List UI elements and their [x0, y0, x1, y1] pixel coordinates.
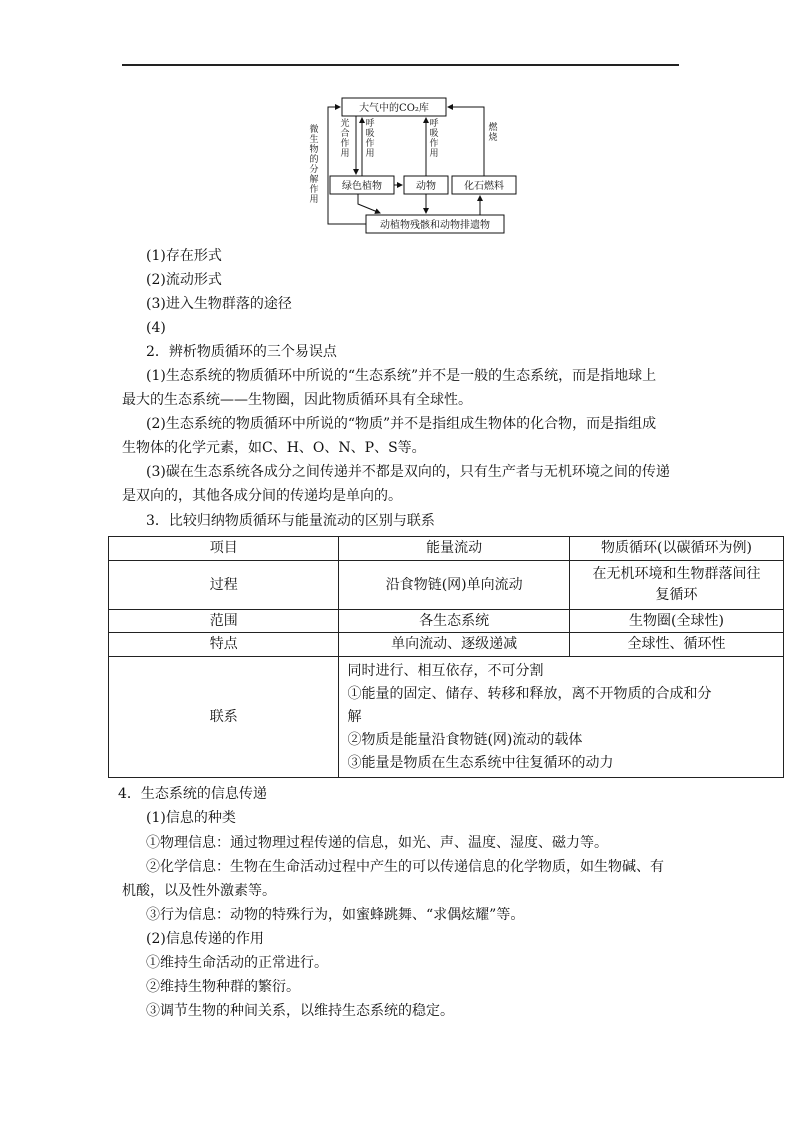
- cell-line: ②物质是能量沿食物链(网)流动的载体: [347, 731, 583, 748]
- label-respiration-plant: 呼吸作用: [365, 119, 375, 159]
- paragraph: 最大的生态系统——生物圈，因此物质循环具有全球性。: [122, 392, 472, 408]
- table-cell: 联系: [109, 657, 339, 778]
- label-atmosphere: 大气中的CO₂库: [359, 103, 429, 114]
- cell-line: 复循环: [655, 587, 698, 603]
- table-cell: 沿食物链(网)单向流动: [339, 561, 569, 610]
- sub-heading: (2)信息传递的作用: [146, 931, 264, 947]
- paragraph: 机酸，以及性外激素等。: [122, 883, 276, 899]
- sub-heading: (1)信息的种类: [146, 810, 236, 826]
- label-plants: 绿色植物: [342, 181, 382, 192]
- comparison-table: [108, 536, 784, 778]
- paragraph: (3)碳在生态系统各成分之间传递并不都是双向的，只有生产者与无机环境之间的传递: [146, 464, 670, 480]
- cell-line: ③能量是物质在生态系统中往复循环的动力: [347, 754, 614, 771]
- paragraph: ③行为信息：动物的特殊行为，如蜜蜂跳舞、“求偶炫耀”等。: [146, 907, 525, 923]
- table-cell: [569, 561, 783, 610]
- label-photosynthesis: 光合作用: [340, 119, 350, 159]
- table-cell: 全球性、循环性: [569, 633, 783, 657]
- table-cell: 单向流动、逐级递减: [339, 633, 569, 657]
- arrow-burn: [448, 107, 484, 176]
- label-remains: 动植物残骸和动物排遗物: [380, 220, 490, 231]
- label-decompose: 微生物的分解作用: [309, 125, 319, 205]
- cell-line: ①能量的固定、储存、转移和释放，离不开物质的合成和分: [347, 685, 712, 702]
- table-cell: 各生态系统: [339, 610, 569, 633]
- paragraph: ①物理信息：通过物理过程传递的信息，如光、声、温度、湿度、磁力等。: [146, 835, 608, 851]
- table-row: [109, 657, 784, 778]
- paragraph: (1)生态系统的物质循环中所说的“生态系统”并不是一般的生态系统，而是指地球上: [146, 368, 657, 384]
- header-rule: [122, 64, 679, 66]
- table-row: [109, 633, 784, 657]
- paragraph: ②化学信息：生物在生命活动过程中产生的可以传递信息的化学物质，如生物碱、有: [146, 859, 664, 875]
- table-row: [109, 610, 784, 633]
- list-item: (2)流动形式: [146, 272, 222, 288]
- table-cell: 生物圈(全球性): [569, 610, 783, 633]
- paragraph: 是双向的，其他各成分间的传递均是单向的。: [122, 488, 402, 504]
- carbon-cycle-diagram: [290, 92, 520, 237]
- paragraph: ①维持生命活动的正常进行。: [146, 955, 328, 971]
- label-fossil: 化石燃料: [464, 181, 504, 192]
- table-cell: 特点: [109, 633, 339, 657]
- paragraph: 生物体的化学元素，如C、H、O、N、P、S等。: [122, 440, 426, 456]
- section-heading: 2．辨析物质循环的三个易误点: [146, 344, 337, 360]
- label-animals: 动物: [416, 181, 436, 192]
- cell-line: 解: [347, 708, 362, 725]
- list-item: (3)进入生物群落的途径: [146, 296, 292, 312]
- cell-line: 同时进行、相互依存，不可分割: [347, 662, 544, 679]
- table-header-row: [109, 537, 784, 561]
- section-heading: 3．比较归纳物质循环与能量流动的区别与联系: [146, 513, 435, 529]
- table-row: [109, 561, 784, 610]
- paragraph: ②维持生物种群的繁衍。: [146, 979, 300, 995]
- table-cell-merged: [339, 657, 784, 778]
- paragraph: ③调节生物的种间关系，以维持生态系统的稳定。: [146, 1003, 454, 1019]
- list-item: (1)存在形式: [146, 248, 222, 264]
- section-heading: 4．生态系统的信息传递: [118, 786, 267, 802]
- label-respiration-animal: 呼吸作用: [429, 119, 439, 159]
- cell-line: 在无机环境和生物群落间往: [592, 566, 761, 582]
- paragraph: (2)生态系统的物质循环中所说的“物质”并不是指组成生物体的化合物，而是指组成: [146, 416, 657, 432]
- list-item: (4): [146, 320, 166, 336]
- table-cell: 过程: [109, 561, 339, 610]
- arrow-plant-remains: [358, 194, 380, 213]
- table-header: 项目: [109, 537, 339, 561]
- table-cell: 范围: [109, 610, 339, 633]
- table-header: 物质循环(以碳循环为例): [569, 537, 783, 561]
- label-burn: 燃烧: [488, 123, 498, 143]
- table-header: 能量流动: [339, 537, 569, 561]
